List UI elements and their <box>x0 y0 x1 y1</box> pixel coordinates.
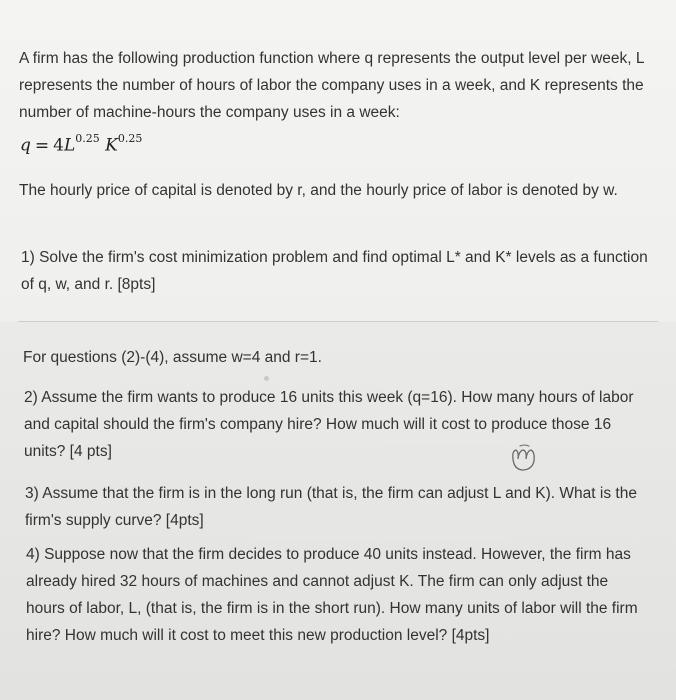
formula-var-labor: L <box>63 135 76 156</box>
formula-lhs: q <box>20 135 31 156</box>
formula-exp-capital: 0.25 <box>117 132 143 145</box>
formula-equals: = <box>34 135 50 156</box>
assumption-line: For questions (2)-(4), assume w=4 and r=1. <box>23 349 322 366</box>
handwritten-scribble-icon <box>507 443 541 473</box>
prices-paragraph: The hourly price of capital is denoted by r, and the hourly price of labor is denoted by w. <box>19 182 618 199</box>
production-function-formula <box>20 134 142 156</box>
question-3: 3) Assume that the firm is in the long run (that is, the firm can adjust L and K). What is the firm's supply curve? [4pts] <box>25 485 637 529</box>
question-1: 1) Solve the firm's cost minimization problem and find optimal L* and K* levels as a function of q, w, and r. [8pts] <box>21 249 648 293</box>
question-2: 2) Assume the firm wants to produce 16 units this week (q=16). How many hours of labor and capital should the firm's company hire? How much will it cost to produce those 16 units? [4 pts] <box>24 389 634 460</box>
formula-var-capital: K <box>105 135 118 156</box>
intro-paragraph: A firm has the following production function where q represents the output level per week, L represents the number of hours of labor the company uses in a week, and K represents the number of machine-hours the company uses in a week: <box>19 50 644 121</box>
formula-exp-labor: 0.25 <box>75 132 100 145</box>
section-divider <box>18 321 658 322</box>
formula-coefficient: 4 <box>53 135 64 156</box>
question-4: 4) Suppose now that the firm decides to produce 40 units instead. However, the firm has already hired 32 hours of machines and cannot adjust K. The firm can only adjust the hours of labor, L, (that is, the firm is in the short run). How many units of labor will the firm hire? How much will it cost to meet this new production level? [4pts] <box>26 546 638 644</box>
speck-mark <box>264 376 269 381</box>
